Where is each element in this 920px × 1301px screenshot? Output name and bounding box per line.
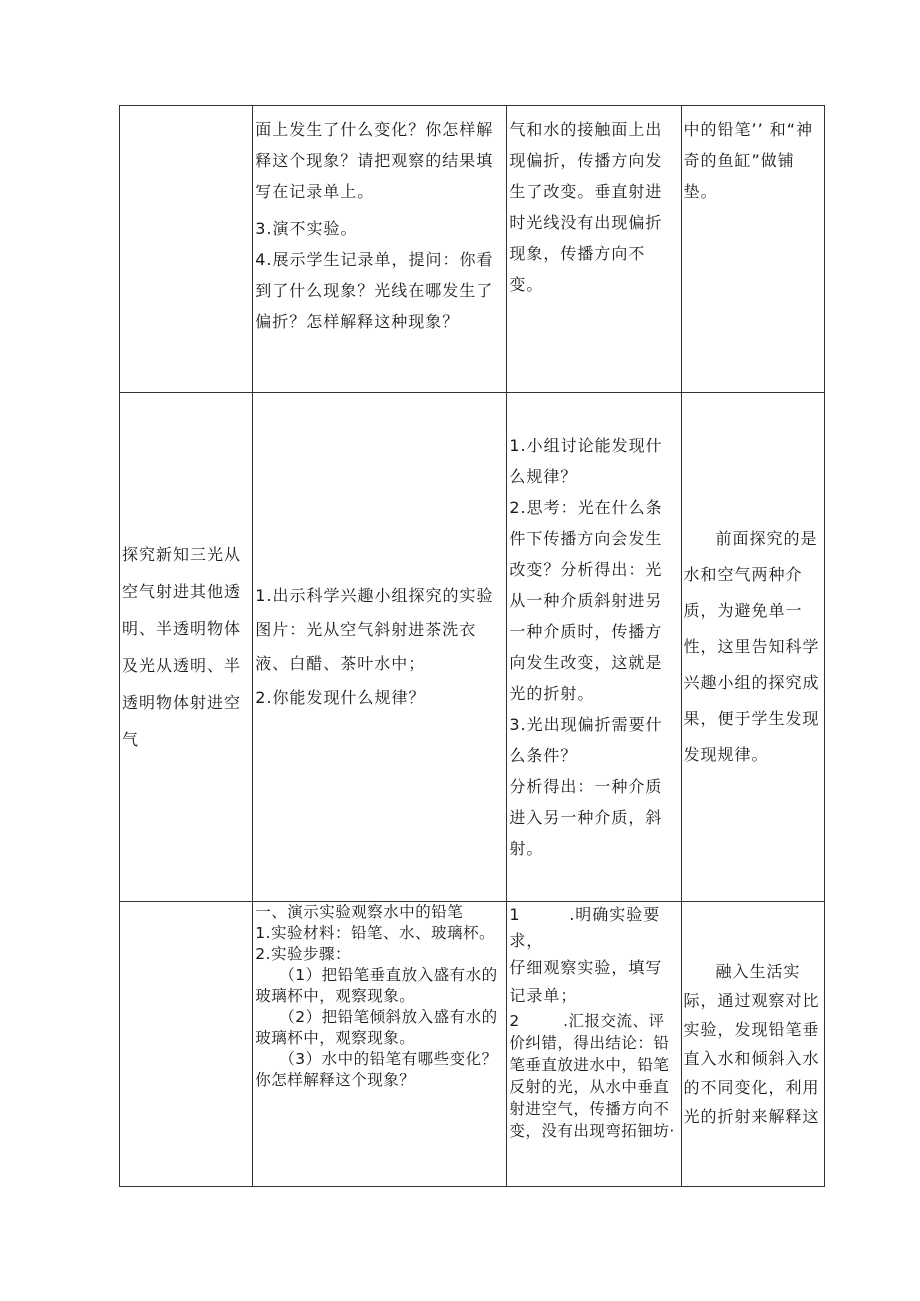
student-activity-cell xyxy=(507,393,681,902)
intent-text: 融入生活实际，通过观察对比实验，发现铅笔垂直入水和倾斜入水的不同变化，利用光的折射来解释这 xyxy=(683,962,820,1126)
teacher-activity-cell xyxy=(253,393,507,902)
table-row xyxy=(120,902,825,1187)
teacher-activity-cell xyxy=(253,106,507,393)
teacher-text: （1）把铅笔垂直放入盛有水的玻璃杯中，观察现象。 xyxy=(255,966,498,1005)
student-text: 2.思考：光在什么条件下传播方向会发生改变？分析得出：光从一种介质斜射进另一种介质时，传播方向发生改变，这就是光的折射。 xyxy=(509,498,663,703)
teacher-text: 1.出示科学兴趣小组探究的实验图片：光从空气斜射进茶洗衣液、白醋、茶叶水中； xyxy=(255,586,494,673)
teacher-text: 一、演示实验观察水中的铅笔 xyxy=(255,903,464,921)
student-activity-cell xyxy=(507,902,681,1187)
design-intent-cell xyxy=(681,902,824,1187)
design-intent-cell xyxy=(681,393,824,902)
stage-text: 探究新知三光从空气射进其他透明、半透明物体及光从透明、半透明物体射进空气 xyxy=(122,545,242,749)
student-text: 3.光出现偏折需要什么条件？ xyxy=(509,715,663,765)
table-row xyxy=(120,106,825,393)
teacher-text: 面上发生了什么变化？你怎样解释这个现象？请把观察的结果填写在记录单上。 xyxy=(255,120,494,201)
teacher-text: 2.你能发现什么规律？ xyxy=(255,688,426,707)
stage-cell xyxy=(120,393,253,902)
design-intent-cell xyxy=(681,106,824,393)
student-text: 1.小组讨论能发现什么规律？ xyxy=(509,436,663,486)
table-row xyxy=(120,393,825,902)
teacher-text: 1.实验材料：铅笔、水、玻璃杯。 xyxy=(255,924,495,942)
teacher-text: （2）把铅笔倾斜放入盛有水的玻璃杯中，观察现象。 xyxy=(255,1008,498,1047)
lesson-plan-table xyxy=(119,105,825,1187)
student-text: 气和水的接触面上出现偏折，传播方向发生了改变。垂直射进时光线没有出现偏折现象，传播方向不变。 xyxy=(509,120,663,294)
teacher-text: 3.演不实验。 xyxy=(255,219,358,238)
student-text: 1 .明确实验要求， xyxy=(509,905,661,950)
teacher-text: （3）水中的铅笔有哪些变化？你怎样解释这个现象？ xyxy=(255,1050,498,1089)
student-text: 2 .汇报交流、评价纠错，得出结论：铅笔垂直放进水中，铅笔反射的光，从水中垂直射进空气，传播方向不变，没有出现弯拓钿坊· xyxy=(509,1012,675,1140)
teacher-text: 2.实验步骤： xyxy=(255,945,351,963)
stage-cell xyxy=(120,902,253,1187)
intent-text: 前面探究的是水和空气两种介质，为避免单一性，这里告知科学兴趣小组的探究成果，便于学生发现发现规律。 xyxy=(683,529,820,764)
intent-text: 中的铅笔’’ 和“神奇的鱼缸”做铺垫。 xyxy=(683,120,814,201)
student-text: 分析得出：一种介质进入另一种介质，斜射。 xyxy=(509,777,663,858)
student-text: 仔细观察实验，填写记录单； xyxy=(509,958,663,1005)
teacher-activity-cell xyxy=(253,902,507,1187)
student-activity-cell xyxy=(507,106,681,393)
stage-cell xyxy=(120,106,253,393)
teacher-text: 4.展示学生记录单，提问：你看到了什么现象？光线在哪发生了偏折？怎样解释这种现象？ xyxy=(255,250,494,331)
